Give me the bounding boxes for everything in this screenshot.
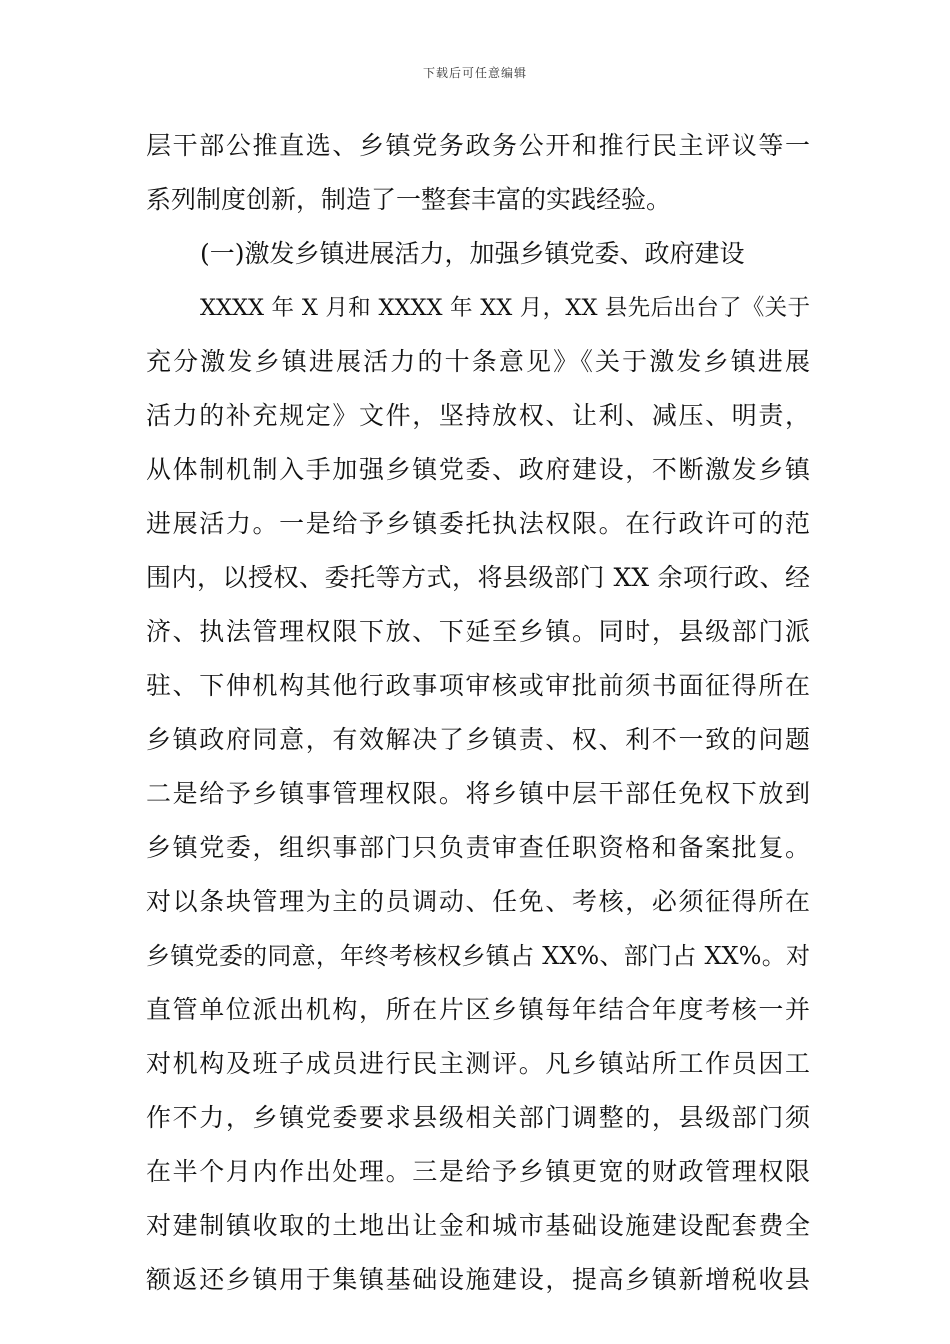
text-line: 层干部公推直选、乡镇党务政务公开和推行民主评议等一 <box>146 131 810 160</box>
text-line: 二是给予乡镇事管理权限。将乡镇中层干部任免权下放到 <box>146 779 810 808</box>
text-line: 乡镇党委，组织事部门只负责审查任职资格和备案批复。 <box>146 833 810 862</box>
text-line: 乡镇党委的同意，年终考核权乡镇占 XX%、部门占 XX%。对 <box>146 942 810 970</box>
text-line: 济、执法管理权限下放、下延至乡镇。同时，县级部门派 <box>146 617 810 646</box>
text-line: 充分激发乡镇进展活力的十条意见》《关于激发乡镇进展 <box>146 347 810 376</box>
text-line: XXXX 年 X 月和 XXXX 年 XX 月，XX 县先后出台了《关于 <box>200 295 810 321</box>
text-line: 额返还乡镇用于集镇基础设施建设，提高乡镇新增税收县 <box>146 1265 810 1294</box>
text-line: 直管单位派出机构，所在片区乡镇每年结合年度考核一并 <box>146 995 810 1024</box>
text-line: 系列制度创新，制造了一整套丰富的实践经验。 <box>146 185 672 214</box>
text-line: 在半个月内作出处理。三是给予乡镇更宽的财政管理权限 <box>146 1157 810 1186</box>
text-line: 乡镇政府同意，有效解决了乡镇责、权、利不一致的问题 <box>146 725 810 754</box>
text-line: 驻、下伸机构其他行政事项审核或审批前须书面征得所在 <box>146 671 810 700</box>
text-line: 围内，以授权、委托等方式，将县级部门 XX 余项行政、经 <box>146 563 810 592</box>
text-line: 对以条块管理为主的员调动、任免、考核，必须征得所在 <box>146 887 810 916</box>
section-heading: (一)激发乡镇进展活力，加强乡镇党委、政府建设 <box>200 239 745 268</box>
document-body <box>146 119 810 1307</box>
text-line: 活力的补充规定》文件，坚持放权、让利、减压、明责， <box>146 401 810 430</box>
page-header: 下载后可任意编辑 <box>422 66 527 80</box>
text-line: 从体制机制入手加强乡镇党委、政府建设，不断激发乡镇 <box>146 455 810 484</box>
text-line: 进展活力。一是给予乡镇委托执法权限。在行政许可的范 <box>146 509 810 538</box>
text-line: 对机构及班子成员进行民主测评。凡乡镇站所工作员因工 <box>146 1049 810 1078</box>
text-line: 对建制镇收取的土地出让金和城市基础设施建设配套费全 <box>146 1211 810 1240</box>
text-line: 作不力，乡镇党委要求县级相关部门调整的，县级部门须 <box>146 1103 810 1132</box>
